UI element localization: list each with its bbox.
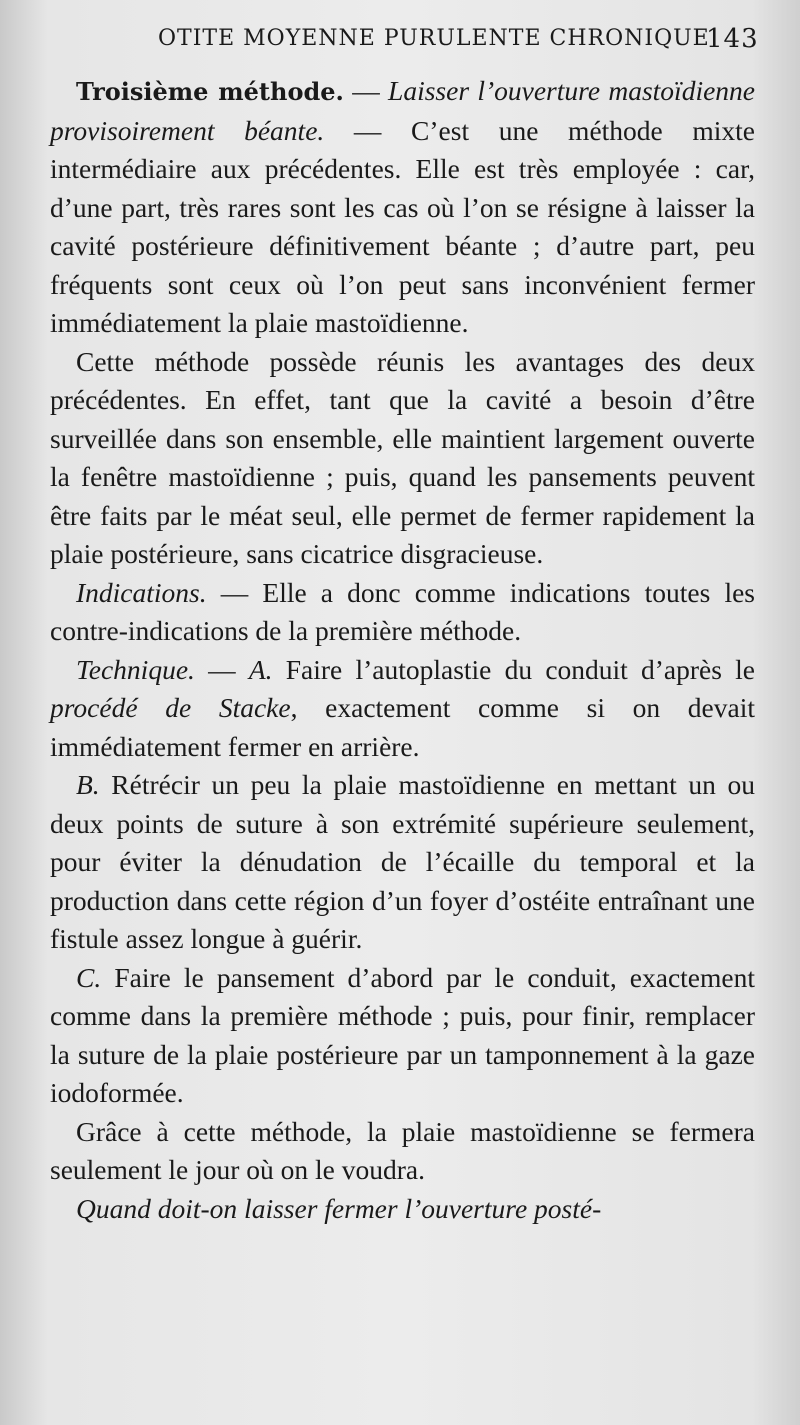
item-marker-a: A.: [248, 653, 273, 685]
paragraph-text: Rétrécir un peu la plaie mastoïdienne en mettant un ou deux points de suture à son extrémité supérieure seulement, pour éviter la dénudation de l’écaille du temporal et la production dans cette région d’un foyer d’ostéite entraînant une fistule assez longue à guérir.: [50, 769, 755, 954]
running-title: OTITE MOYENNE PURULENTE CHRONIQUE: [158, 26, 710, 51]
item-marker-c: C.: [76, 961, 102, 993]
paragraph-troisieme-methode: [50, 72, 755, 343]
paragraph-indications: [50, 574, 755, 651]
paragraph-text: , exactement comme si on devait immédiatement fermer en arrière.: [50, 692, 755, 762]
paragraph-technique-b: [50, 766, 755, 959]
paragraph-quand: [50, 1190, 755, 1229]
item-marker-b: B.: [76, 769, 100, 800]
body-text: [50, 72, 755, 1228]
paragraph-text: Cette méthode possède réunis les avantages des deux précédentes. En effet, tant que la cavité a besoin d’être surveillée dans son ensemble, elle maintient largement ouverte la fenêtre mastoïdienne ; puis, quand les pansements peuvent être faits par le méat seul, elle permet de fermer rapidement la plaie postérieure, sans cicatrice disgracieuse.: [50, 345, 755, 569]
indications-label: Indications.: [76, 576, 207, 608]
paragraph-technique-c: [50, 959, 755, 1113]
heading-separator: —: [343, 75, 389, 106]
paragraph-grace: [50, 1113, 755, 1190]
paragraph-text: Grâce à cette méthode, la plaie mastoïdienne se fermera seulement le jour où on le voudra.: [50, 1115, 755, 1185]
subheading-italic: Quand doit-on laisser fermer l’ouverture posté-: [76, 1192, 602, 1224]
paragraph-technique-a: [50, 651, 755, 767]
paragraph-text: — C’est une méthode mixte intermédiaire aux précédentes. Elle est très employée : car, d’une part, très rares sont les cas où l’on se résigne à laisser la cavité postérieure définitivement béante ; d’autre part, peu fréquents sont ceux où l’on peut sans inconvénient fermer immédiatement la plaie mastoïdienne.: [50, 114, 756, 338]
section-heading-italic: Laisser l’ouverture mastoïdienne provisoirement béante.: [50, 75, 756, 146]
paragraph-avantages: [50, 343, 755, 574]
paragraph-text: — Elle a donc comme indications toutes les contre-indications de la première méthode.: [50, 576, 755, 646]
technique-separator: —: [194, 653, 249, 685]
paragraph-text: Faire le pansement d’abord par le conduit, exactement comme dans la première méthode ; puis, pour finir, remplacer la suture de la plaie postérieure par un tamponnement à la gaze iodoformée.: [50, 961, 755, 1108]
technique-label: Technique.: [76, 653, 195, 685]
procede-stacke: procédé de Stacke: [50, 692, 291, 723]
section-heading: Troisième méthode.: [76, 77, 344, 106]
paragraph-text: Faire l’autoplastie du conduit d’après le: [272, 653, 756, 685]
page-number: 143: [706, 24, 759, 54]
page-header: [0, 22, 800, 56]
